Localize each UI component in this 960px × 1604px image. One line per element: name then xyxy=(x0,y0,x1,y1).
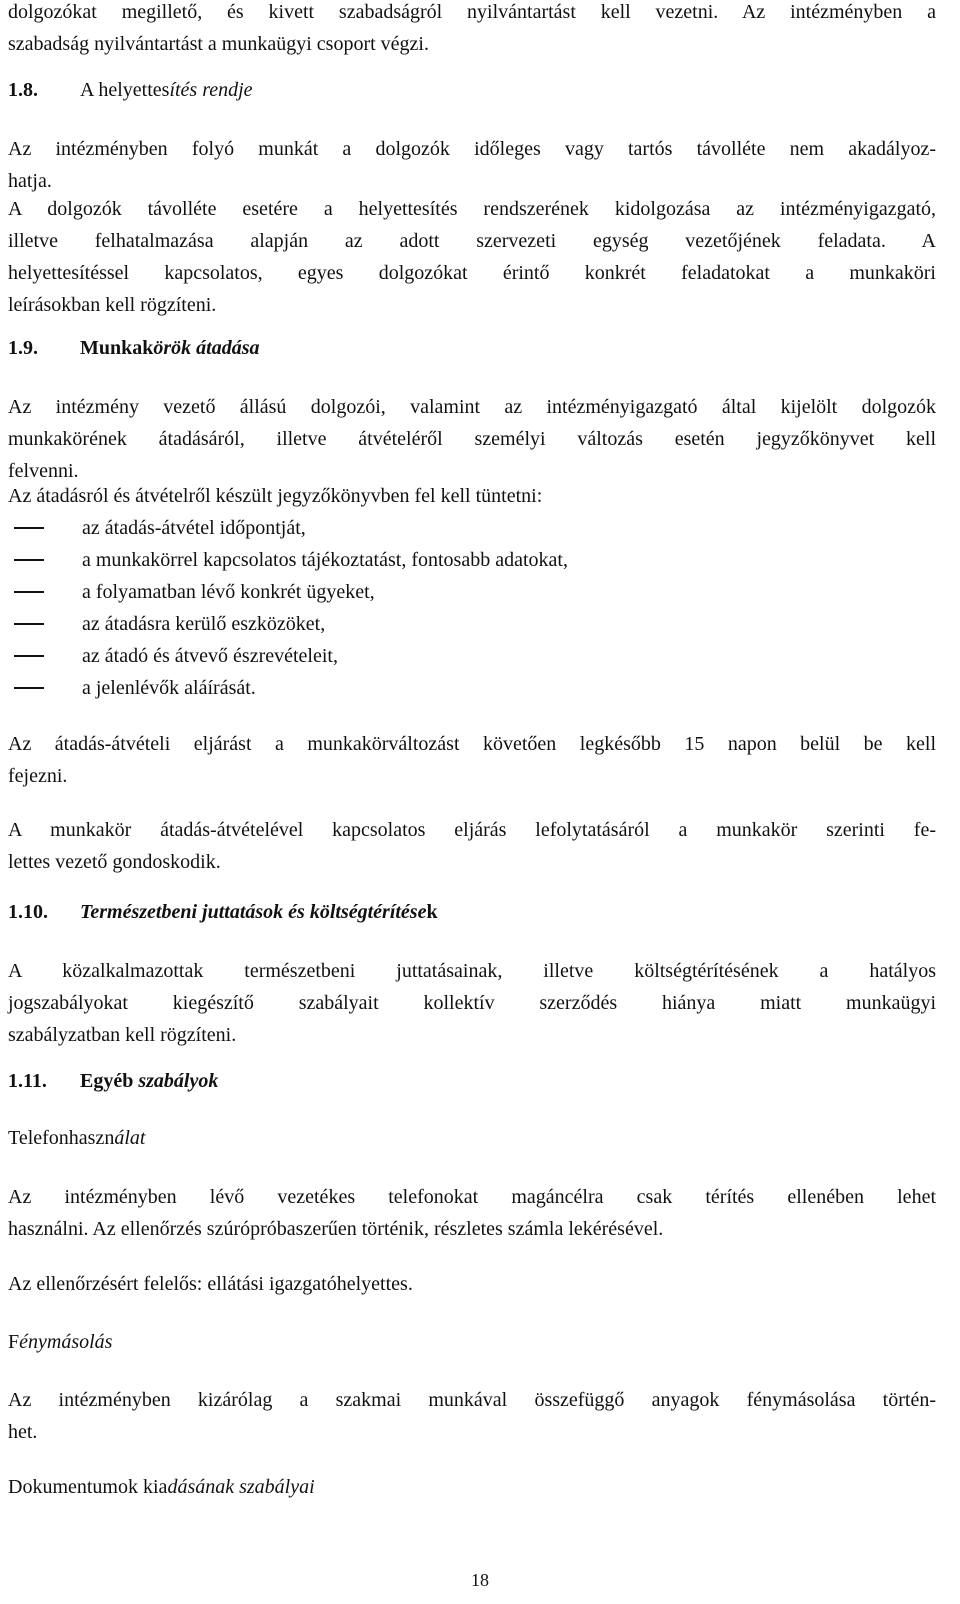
list-item-text: az átadásra kerülő eszközöket, xyxy=(82,613,326,635)
subheading-plain: Telefonhaszn xyxy=(8,1127,115,1149)
paragraph-line: Az intézményben folyó munkát a dolgozók időleges vagy tartós távolléte nem akadályoz- xyxy=(8,138,936,160)
section-number: 1.9. xyxy=(8,337,38,359)
section-title-bold: k xyxy=(426,901,438,923)
dash-bullet xyxy=(14,527,44,529)
paragraph xyxy=(8,814,936,878)
paragraph-line: het. xyxy=(8,1421,38,1443)
paragraph xyxy=(8,1181,936,1245)
intro-paragraph xyxy=(8,0,936,60)
list-intro xyxy=(8,480,936,512)
list-item-text: az átadó és átvevő észrevételeit, xyxy=(82,645,338,667)
section-title-bold-italic: örök átadása xyxy=(153,337,260,359)
paragraph-line: lettes vezető gondoskodik. xyxy=(8,851,221,873)
section-title-bold-italic: Természetbeni juttatások és költségtérítése xyxy=(80,901,427,923)
section-title-bold: Munkak xyxy=(80,337,154,359)
dash-bullet xyxy=(14,655,44,657)
paragraph-line: A munkakör átadás-átvételével kapcsolatos eljárás lefolytatásáról a munkakör szerinti fe- xyxy=(8,819,936,841)
list-item-text: a jelenlévők aláírását. xyxy=(82,677,256,699)
section-heading-1-11 xyxy=(8,1065,218,1097)
section-title-plain: A helyettes xyxy=(80,79,170,101)
paragraph xyxy=(8,1268,936,1300)
list-item-text: az átadás-átvétel időpontját, xyxy=(82,517,306,539)
paragraph-line: használni. Az ellenőrzés szúrópróbaszerűen történik, részletes számla lekérésével. xyxy=(8,1218,664,1240)
dash-list xyxy=(8,512,936,704)
paragraph xyxy=(8,1384,936,1448)
paragraph-line: Az intézményben lévő vezetékes telefonokat magáncélra csak térítés ellenében lehet xyxy=(8,1186,936,1208)
paragraph-line: hatja. xyxy=(8,170,52,192)
paragraph xyxy=(8,193,936,321)
list-item-text: a munkakörrel kapcsolatos tájékoztatást, fontosabb adatokat, xyxy=(82,549,568,571)
paragraph-line: felvenni. xyxy=(8,460,79,482)
dash-bullet xyxy=(14,687,44,689)
subheading-plain: F xyxy=(8,1331,20,1353)
paragraph-line: helyettesítéssel kapcsolatos, egyes dolgozókat érintő konkrét feladatokat a munkaköri xyxy=(8,262,936,284)
paragraph-line: Az ellenőrzésért felelős: ellátási igazgatóhelyettes. xyxy=(8,1273,413,1295)
subheading-fenymasolas xyxy=(8,1326,112,1358)
subheading-telefonhasznalat xyxy=(8,1122,145,1154)
section-heading-1-8 xyxy=(8,74,253,106)
subheading-italic: énymásolás xyxy=(19,1331,113,1353)
paragraph-line: Az intézményben kizárólag a szakmai munkával összefüggő anyagok fénymásolása történ- xyxy=(8,1389,936,1411)
page-number: 18 xyxy=(471,1570,489,1590)
paragraph-line: munkakörének átadásáról, illetve átvételéről személyi változás esetén jegyzőkönyvet kell xyxy=(8,428,936,450)
paragraph-line: A közalkalmazottak természetbeni juttatásainak, illetve költségtérítésének a hatályos xyxy=(8,960,936,982)
section-heading-1-9 xyxy=(8,332,260,364)
paragraph-line: A dolgozók távolléte esetére a helyettesítés rendszerének kidolgozása az intézményigazgató, xyxy=(8,198,936,220)
paragraph-line: jogszabályokat kiegészítő szabályait kollektív szerződés hiánya miatt munkaügyi xyxy=(8,992,936,1014)
paragraph xyxy=(8,728,936,792)
paragraph xyxy=(8,133,936,197)
section-title-bold: Egyéb xyxy=(80,1070,134,1092)
paragraph xyxy=(8,955,936,1051)
section-number: 1.11. xyxy=(8,1070,47,1092)
paragraph-line: fejezni. xyxy=(8,765,68,787)
dash-bullet xyxy=(14,623,44,625)
dash-bullet xyxy=(14,559,44,561)
subheading-italic: dásának szabályai xyxy=(167,1476,315,1498)
paragraph-line: Az átadásról és átvételről készült jegyzőkönyvben fel kell tüntetni: xyxy=(8,485,543,507)
subheading-dokumentumok xyxy=(8,1471,315,1503)
subheading-italic: álat xyxy=(114,1127,146,1149)
list-item-text: a folyamatban lévő konkrét ügyeket, xyxy=(82,581,375,603)
paragraph xyxy=(8,391,936,487)
paragraph-line: Az intézmény vezető állású dolgozói, valamint az intézményigazgató által kijelölt dolgozók xyxy=(8,396,936,418)
paragraph-line: leírásokban kell rögzíteni. xyxy=(8,294,217,316)
section-number: 1.10. xyxy=(8,901,48,923)
paragraph-line: Az átadás-átvételi eljárást a munkakörváltozást követően legkésőbb 15 napon belül be kell xyxy=(8,733,936,755)
paragraph-line: szabályzatban kell rögzíteni. xyxy=(8,1024,237,1046)
dash-bullet xyxy=(14,591,44,593)
section-title-bold-italic: szabályok xyxy=(138,1070,219,1092)
intro-line: dolgozókat megillető, és kivett szabadságról nyilvántartást kell vezetni. Az intézményben a xyxy=(8,1,936,23)
section-heading-1-10 xyxy=(8,896,438,928)
paragraph-line: illetve felhatalmazása alapján az adott szervezeti egység vezetőjének feladata. A xyxy=(8,230,936,252)
section-title-italic: ítés rendje xyxy=(169,79,253,101)
section-number: 1.8. xyxy=(8,79,38,101)
intro-line: szabadság nyilvántartást a munkaügyi csoport végzi. xyxy=(8,33,429,55)
subheading-plain: Dokumentumok kia xyxy=(8,1476,168,1498)
